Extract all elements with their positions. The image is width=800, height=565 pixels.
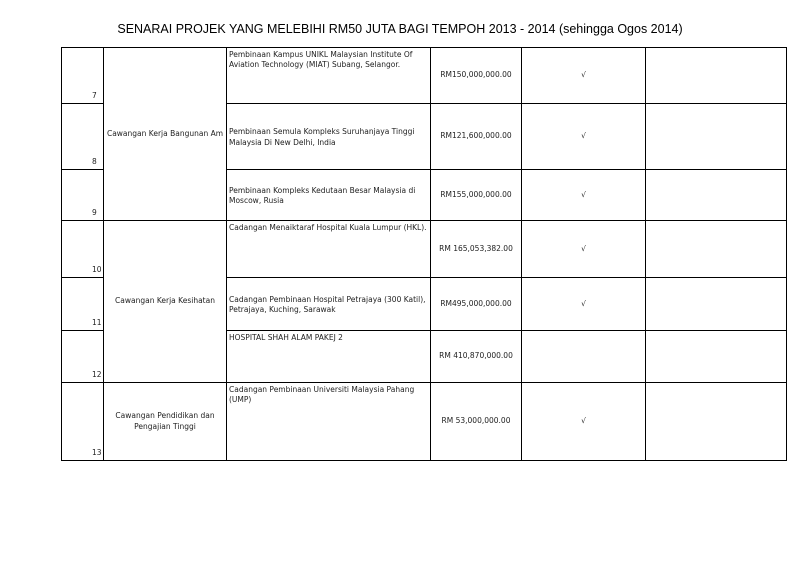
status-check: √ xyxy=(522,278,646,331)
project-description: Pembinaan Semula Kompleks Suruhanjaya Tinggi Malaysia Di New Delhi, India xyxy=(227,104,431,170)
project-cost: RM121,600,000.00 xyxy=(431,104,522,170)
empty-cell xyxy=(646,278,787,331)
project-cost: RM155,000,000.00 xyxy=(431,170,522,221)
table-row xyxy=(62,383,787,461)
row-number: 10 xyxy=(62,221,104,278)
status-check: √ xyxy=(522,48,646,104)
row-number: 9 xyxy=(62,170,104,221)
row-number: 12 xyxy=(62,331,104,383)
row-number: 13 xyxy=(62,383,104,461)
status-check: √ xyxy=(522,383,646,461)
project-description: Pembinaan Kompleks Kedutaan Besar Malaysia di Moscow, Rusia xyxy=(227,170,431,221)
project-cost: RM 165,053,382.00 xyxy=(431,221,522,278)
empty-cell xyxy=(646,48,787,104)
row-number: 8 xyxy=(62,104,104,170)
status-check: √ xyxy=(522,104,646,170)
project-description: Pembinaan Kampus UNIKL Malaysian Institute Of Aviation Technology (MIAT) Subang, Selangor. xyxy=(227,48,431,104)
project-cost: RM 410,870,000.00 xyxy=(431,331,522,383)
empty-cell xyxy=(646,170,787,221)
empty-cell xyxy=(646,221,787,278)
page-title: SENARAI PROJEK YANG MELEBIHI RM50 JUTA BAGI TEMPOH 2013 - 2014 (sehingga Ogos 2014) xyxy=(117,22,683,36)
row-number: 11 xyxy=(62,278,104,331)
projects-table xyxy=(61,47,787,461)
row-number: 7 xyxy=(62,48,104,104)
empty-cell xyxy=(646,331,787,383)
project-description: Cadangan Pembinaan Hospital Petrajaya (300 Katil), Petrajaya, Kuching, Sarawak xyxy=(227,278,431,331)
project-description: Cadangan Menaiktaraf Hospital Kuala Lumpur (HKL). xyxy=(227,221,431,278)
status-check: √ xyxy=(522,170,646,221)
project-cost: RM495,000,000.00 xyxy=(431,278,522,331)
empty-cell xyxy=(646,104,787,170)
branch-cell: Cawangan Kerja Bangunan Am xyxy=(104,48,227,221)
empty-cell xyxy=(646,383,787,461)
project-description: Cadangan Pembinaan Universiti Malaysia Pahang (UMP) xyxy=(227,383,431,461)
table-row xyxy=(62,48,787,104)
status-check xyxy=(522,331,646,383)
project-cost: RM 53,000,000.00 xyxy=(431,383,522,461)
status-check: √ xyxy=(522,221,646,278)
branch-cell: Cawangan Pendidikan dan Pengajian Tinggi xyxy=(104,383,227,461)
project-description: HOSPITAL SHAH ALAM PAKEJ 2 xyxy=(227,331,431,383)
branch-cell: Cawangan Kerja Kesihatan xyxy=(104,221,227,383)
project-cost: RM150,000,000.00 xyxy=(431,48,522,104)
table-row xyxy=(62,221,787,278)
